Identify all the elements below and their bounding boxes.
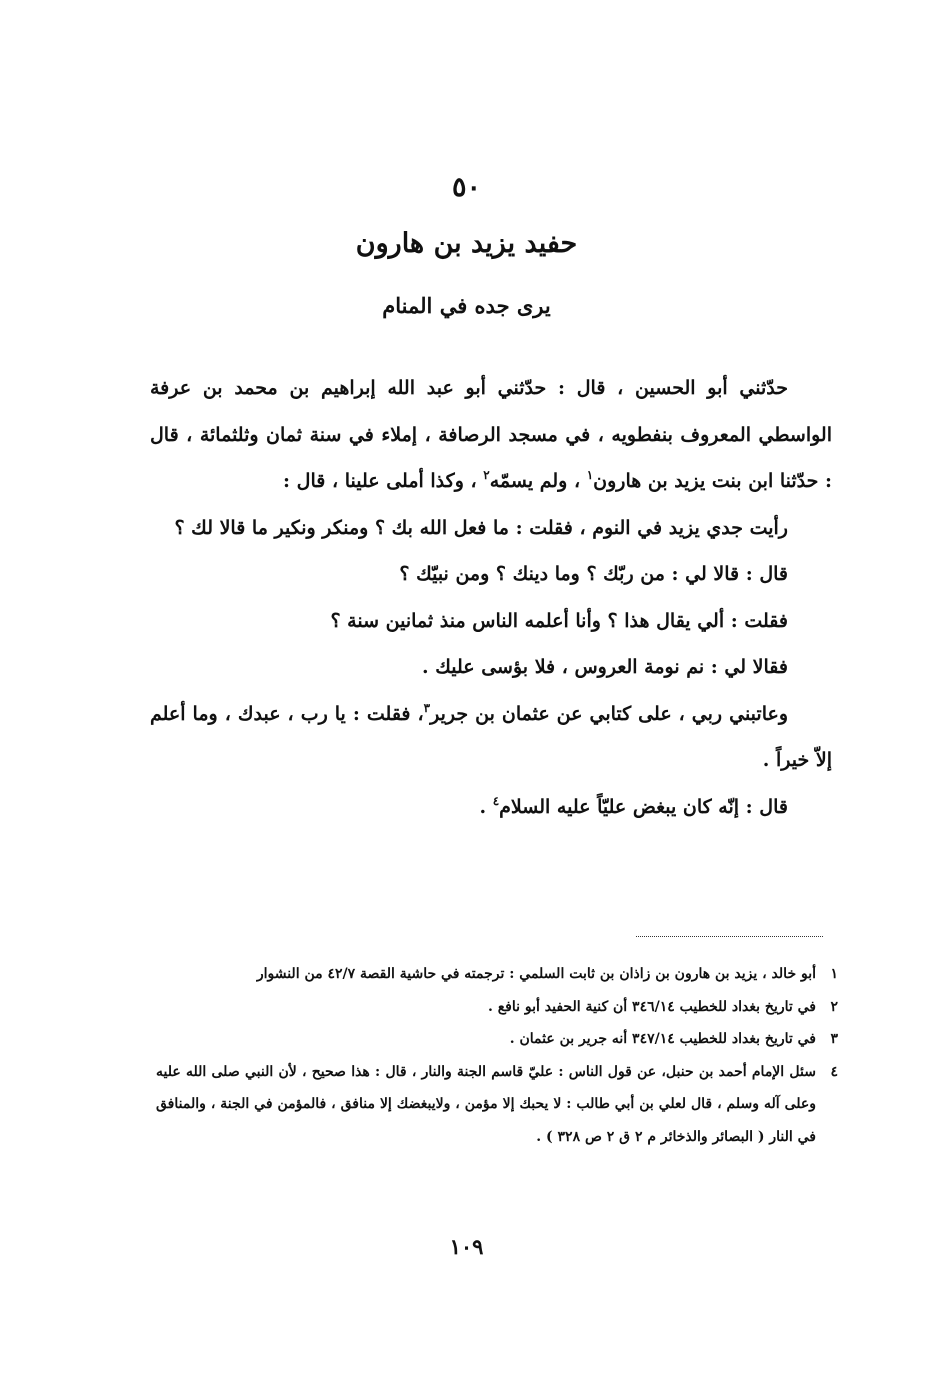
paragraph-text: .: [479, 795, 493, 818]
story-subtitle: يرى جده في المنام: [382, 293, 551, 318]
footnote-text: سئل الإمام أحمد بن حنبل، عن قول الناس : عليّ قاسم الجنة والنار ، قال : هذا صحيح ، لأن النبي صلى الله عليه وعلى آله وسلم ، قال لعلي بن أبي طالب : لا يحبك إلا مؤمن ، ولايبغضك إلا منافق ، فالمؤمن في الجنة ، والمنافق في النار ( البصائر والذخائر م ٢ ق ٢ ص ٣٢٨ ) .: [156, 1063, 816, 1145]
footnote-number: ٤: [830, 1063, 838, 1080]
paragraph-text: ، فقلت : يا رب ، عبدك ، وما أعلم إلاّ خيراً .: [150, 702, 832, 771]
paragraph-text: ، ولم يسمّه: [489, 470, 587, 492]
paragraph-dream: رأيت جدي يزيد في النوم ، فقلت : ما فعل الله بك ؟ ومنكر ونكير ما قالا لك ؟: [174, 516, 788, 539]
story-body: [150, 365, 832, 830]
paragraph-dialog: فقلت : ألي يقال هذا ؟ وأنا أعلمه الناس منذ ثمانين سنة ؟: [330, 609, 788, 632]
footnote-item: [156, 958, 838, 991]
footnote-ref-2: ٢: [483, 468, 490, 482]
footnote-number: ٢: [830, 998, 838, 1015]
footnote-item: [156, 1056, 838, 1154]
footnote-text: أبو خالد ، يزيد بن هارون بن زاذان بن ثابت السلمي : ترجمته في حاشية القصة ٤٢/٧ من النشوار: [256, 966, 816, 982]
footnote-item: [156, 1023, 838, 1056]
footnotes: [156, 958, 838, 1153]
page-number: ١٠٩: [449, 1234, 484, 1259]
paragraph-final: [150, 784, 832, 831]
story-title: حفيد يزيد بن هارون: [355, 228, 578, 259]
footnote-ref-4: ٤: [492, 793, 500, 808]
paragraph-text: ، وكذا أملى علينا ، قال :: [283, 470, 484, 492]
paragraph-dialog: فقالا لي : نم نومة العروس ، فلا بؤسى عليك .: [422, 656, 788, 678]
footnote-number: ١: [830, 966, 838, 982]
footnote-item: [156, 991, 838, 1024]
footnote-ref-3: ٣: [423, 700, 431, 715]
footnote-separator: [636, 936, 823, 937]
footnote-text: في تاريخ بغداد للخطيب ٣٤٧/١٤ أنه جرير بن عثمان .: [509, 1031, 816, 1047]
story-number: ٥٠: [451, 172, 481, 203]
paragraph-text: قال : إنّه كان يبغض عليّاً عليه السلام: [499, 795, 788, 818]
paragraph-text: وعاتبني ربي ، على كتابي عن عثمان بن جرير: [430, 702, 788, 725]
paragraph-dialog: قال : قالا لي : من ربّك ؟ وما دينك ؟ ومن نبيّك ؟: [399, 563, 788, 585]
footnote-text: في تاريخ بغداد للخطيب ٣٤٦/١٤ أن كنية الحفيد أبو نافع .: [487, 998, 816, 1015]
footnote-ref-1: ١: [586, 468, 594, 482]
paragraph-isnad: [150, 365, 832, 505]
paragraph-text: حدّثني أبو الحسين ، قال : حدّثني أبو عبد الله إبراهيم بن محمد بن عرفة الواسطي المعروف بنفطويه ، في مسجد الرصافة ، إملاء في سنة ثمان وثلثمائة ، قال : حدّثنا ابن بنت يزيد بن هارون: [150, 377, 832, 492]
paragraph-rebuke: [150, 691, 832, 784]
footnote-number: ٣: [830, 1031, 838, 1047]
